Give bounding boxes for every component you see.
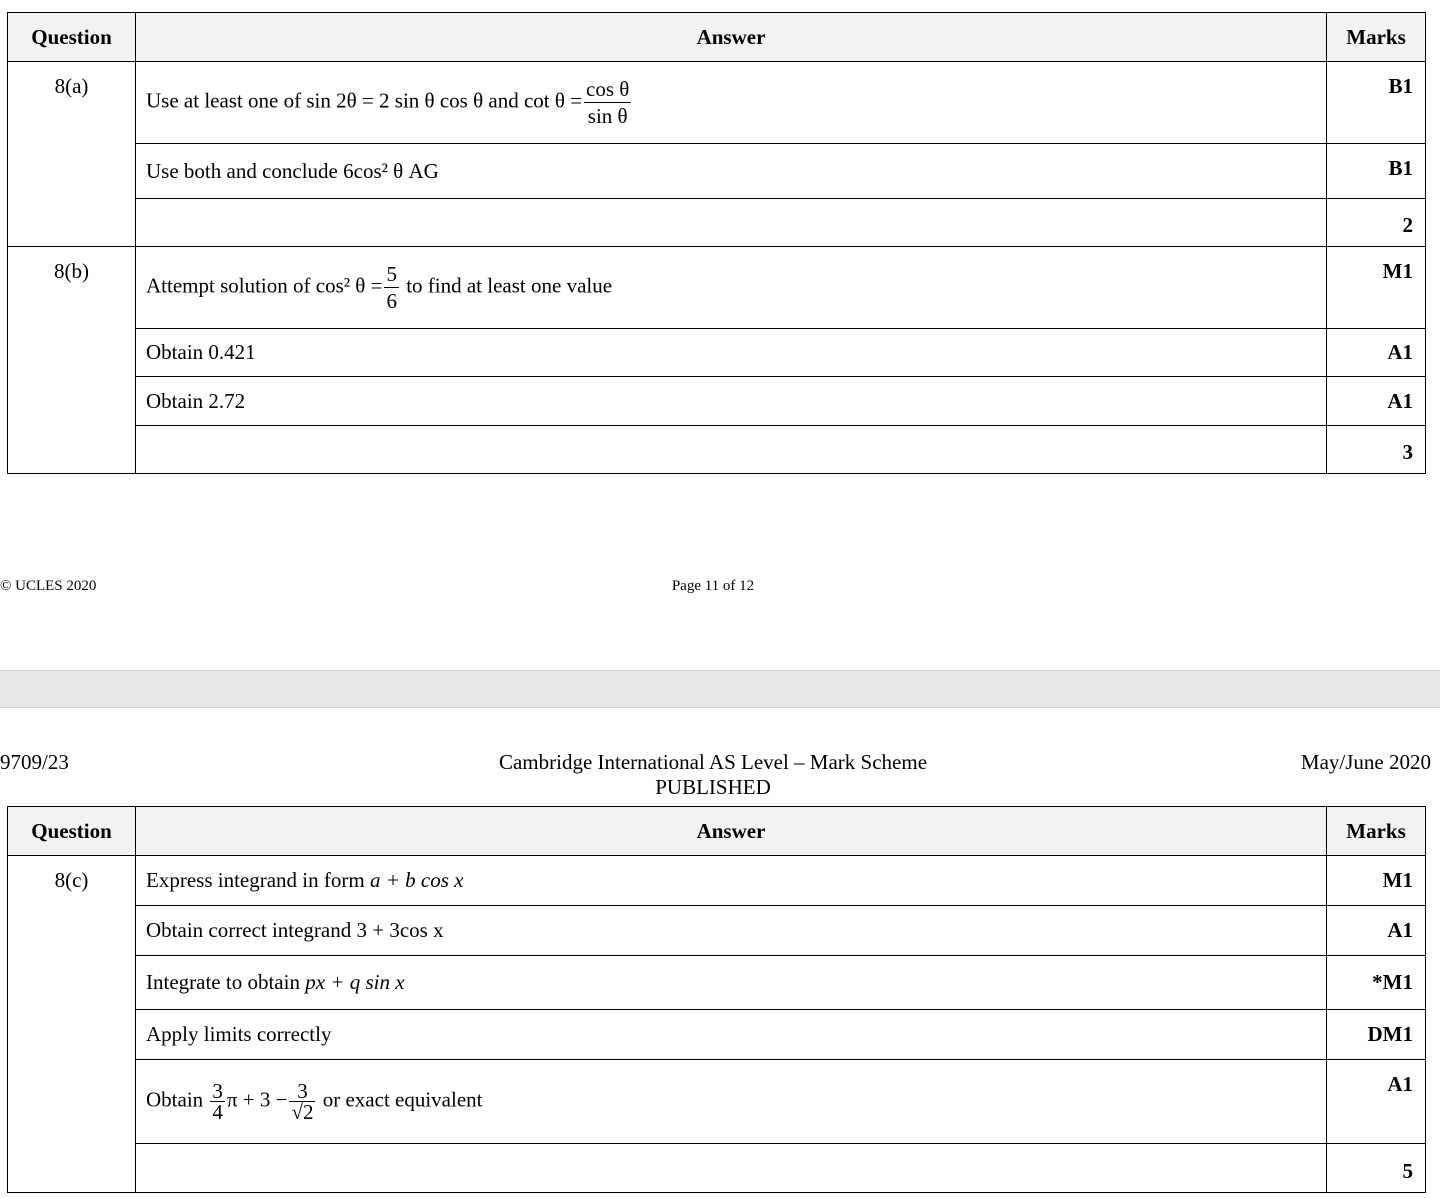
- answer-text: Obtain correct integrand: [146, 918, 352, 942]
- answer-text: Attempt solution of: [146, 273, 311, 298]
- mark-cell: A1: [1327, 1060, 1426, 1144]
- table-row: [8, 1060, 1426, 1144]
- answer-cell: [136, 1060, 1327, 1144]
- table-row: [8, 144, 1426, 199]
- answer-text: Apply limits correctly: [136, 1010, 1327, 1060]
- table-header-row: [8, 807, 1426, 856]
- fraction: [584, 76, 631, 129]
- answer-cell: [136, 956, 1327, 1010]
- mark-cell: A1: [1327, 906, 1426, 956]
- mark-cell: M1: [1327, 856, 1426, 906]
- answer-cell: [136, 199, 1327, 247]
- answer-text: Use at least one of: [146, 88, 302, 113]
- fraction-denominator: 4: [212, 1100, 223, 1124]
- table-row: [8, 329, 1426, 377]
- document-subtitle: PUBLISHED: [655, 775, 771, 799]
- table-row: [8, 956, 1426, 1010]
- document-header: [420, 750, 1006, 800]
- answer-text: to find at least one value: [406, 273, 613, 298]
- answer-cell: [136, 856, 1327, 906]
- question-label-8a: 8(a): [8, 62, 136, 247]
- fraction-denominator: 6: [386, 289, 397, 313]
- math-expression: cot θ =: [523, 88, 583, 113]
- mark-cell: A1: [1327, 377, 1426, 426]
- answer-cell: [136, 247, 1327, 329]
- math-expression: 3 + 3cos x: [356, 918, 444, 942]
- math-expression: π + 3 −: [226, 1087, 288, 1112]
- math-expression: 6cos² θ: [343, 158, 404, 183]
- table-header-row: [8, 13, 1426, 62]
- total-mark-cell: 2: [1327, 199, 1426, 247]
- answer-text: AG: [408, 158, 439, 183]
- math-expression: cos² θ =: [315, 273, 383, 298]
- fraction-numerator: 5: [386, 262, 397, 286]
- marks-header: Marks: [1327, 13, 1426, 62]
- page-separator: [0, 670, 1440, 708]
- answer-header: Answer: [136, 13, 1327, 62]
- answer-text: Obtain 2.72: [136, 377, 1327, 426]
- answer-cell: [136, 144, 1327, 199]
- exam-session: May/June 2020: [1300, 750, 1431, 774]
- answer-text: Integrate to obtain: [146, 970, 300, 994]
- answer-cell: [136, 906, 1327, 956]
- answer-text: Express integrand in form: [146, 868, 365, 892]
- table-row: [8, 856, 1426, 906]
- mark-cell: M1: [1327, 247, 1426, 329]
- answer-cell: [136, 1144, 1327, 1193]
- answer-cell: [136, 62, 1327, 144]
- answer-header: Answer: [136, 807, 1327, 856]
- answer-text: Obtain: [146, 1087, 204, 1112]
- table-row: [8, 62, 1426, 144]
- fraction-denominator: √2: [291, 1100, 314, 1124]
- mark-scheme-table-8c: [7, 806, 1426, 1193]
- table-row: [8, 426, 1426, 474]
- table-row: [8, 377, 1426, 426]
- table-row: [8, 1010, 1426, 1060]
- fraction: [210, 1081, 225, 1122]
- copyright-text: © UCLES 2020: [0, 578, 97, 594]
- mark-cell: B1: [1327, 62, 1426, 144]
- math-expression: sin 2θ = 2 sin θ cos θ: [306, 88, 484, 113]
- marks-header: Marks: [1327, 807, 1426, 856]
- answer-text: Use both and conclude: [146, 158, 338, 183]
- answer-text: and: [488, 88, 519, 113]
- fraction: [289, 1081, 315, 1122]
- fraction-numerator: cos θ: [586, 77, 630, 101]
- answer-cell: [136, 426, 1327, 474]
- page-number: Page 11 of 12: [671, 578, 755, 594]
- math-expression: a + b cos x: [369, 868, 464, 892]
- total-mark-cell: 5: [1327, 1144, 1426, 1193]
- table-row: [8, 199, 1426, 247]
- question-header: Question: [8, 13, 136, 62]
- syllabus-code: 9709/23: [0, 750, 69, 774]
- mark-scheme-table-8ab: [7, 12, 1426, 474]
- fraction-numerator: 3: [289, 1081, 315, 1102]
- total-mark-cell: 3: [1327, 426, 1426, 474]
- answer-text: Obtain 0.421: [136, 329, 1327, 377]
- question-header: Question: [8, 807, 136, 856]
- fraction: [384, 261, 399, 314]
- fraction-numerator: 3: [212, 1079, 223, 1103]
- mark-cell: A1: [1327, 329, 1426, 377]
- answer-text: or exact equivalent: [322, 1087, 483, 1112]
- table-row: [8, 906, 1426, 956]
- question-label-8c: 8(c): [8, 856, 136, 1193]
- mark-cell: DM1: [1327, 1010, 1426, 1060]
- document-title: Cambridge International AS Level – Mark Scheme: [498, 750, 928, 774]
- table-row: [8, 1144, 1426, 1193]
- question-label-8b: 8(b): [8, 247, 136, 474]
- fraction-denominator: sin θ: [587, 104, 628, 128]
- mark-cell: *M1: [1327, 956, 1426, 1010]
- table-row: [8, 247, 1426, 329]
- mark-cell: B1: [1327, 144, 1426, 199]
- math-expression: px + q sin x: [305, 970, 405, 994]
